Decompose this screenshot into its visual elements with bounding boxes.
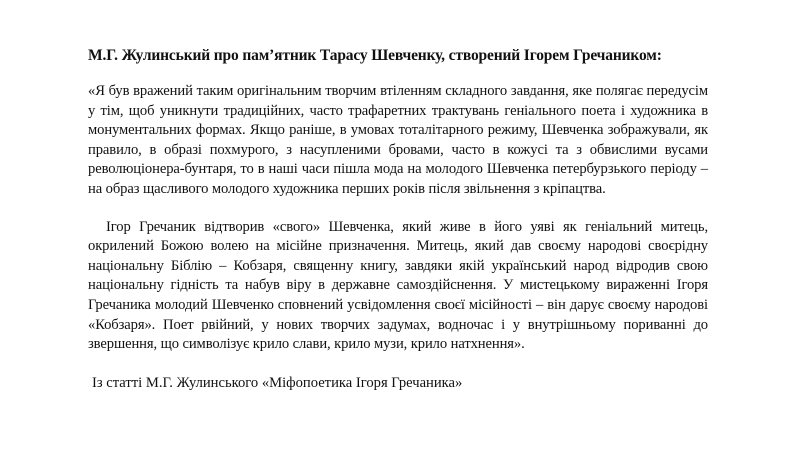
quote-paragraph-1: «Я був вражений таким оригінальним творчим втіленням складного завдання, яке полягає передусім у тім, щоб уникнути традиційних, часто трафаретних трактувань геніального поета і художника в монументальних формах. Якщо раніше, в умовах тоталітарного режиму, Шевченка зображували, як правило, в образі похмурого, з насупленими бровами, часто в кожусі та з обвислими вусами революціонера-бунтаря, то в наші часи пішла мода на молодого Шевченка петербурзького періоду – на образ щасливого молодого художника перших років після звільнення з кріпацтва. (88, 83, 708, 197)
document-heading: М.Г. Жулинський про пам’ятник Тарасу Шевченку, створений Ігорем Гречаником: (88, 47, 662, 64)
source-citation: Із статті М.Г. Жулинського «Міфопоетика Ігоря Гречаника» (92, 374, 463, 391)
document-body (88, 46, 708, 393)
quote-paragraph-2: Ігор Гречаник відтворив «свого» Шевченка, який живе в його уяві як геніальний митець, окрилений Божою волею на місійне призначення. Митець, який дав своєму народові своєрідну національну Біблію – Кобзаря, священну книгу, завдяки якій український народ відродив свою національну гідність та набув віру в державне самоздійснення. У мистецькому вираженні Ігоря Гречаника молодий Шевченко сповнений усвідомлення своєї місійності – він дарує своєму народові «Кобзаря». Поет рвійний, у нових творчих задумах, водночас і у внутрішньому пориванні до звершення, що символізує крило слави, крило музи, крило натхнення». (88, 218, 708, 353)
